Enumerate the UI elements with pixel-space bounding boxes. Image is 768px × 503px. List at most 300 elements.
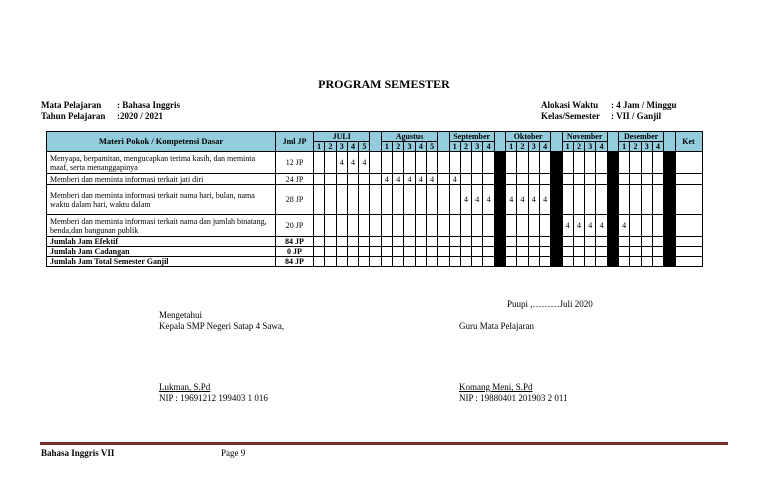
week-header: 3 [585, 142, 596, 152]
separator-cell [438, 257, 449, 267]
week-cell [573, 247, 584, 257]
week-cell [585, 247, 596, 257]
week-cell [483, 152, 494, 174]
week-cell [562, 237, 573, 247]
meta-label: Tahun Pelajaran [41, 111, 106, 121]
separator-cell [494, 174, 505, 185]
week-cell [393, 237, 404, 247]
week-cell [404, 185, 415, 215]
week-header: 4 [652, 142, 663, 152]
week-cell [652, 247, 663, 257]
week-cell [619, 152, 630, 174]
header-ket: Ket [675, 132, 702, 152]
separator-cell [370, 185, 381, 215]
separator-cell [664, 257, 675, 267]
footer-page: Page 9 [221, 448, 246, 458]
separator-cell [494, 257, 505, 267]
week-cell [641, 185, 652, 215]
separator-cell [664, 174, 675, 185]
week-cell: 4 [562, 215, 573, 237]
week-cell [359, 215, 370, 237]
separator-cell [370, 152, 381, 174]
week-cell [381, 185, 392, 215]
separator-cell [607, 185, 618, 215]
left-name: Lukman, S.Pd [159, 382, 211, 392]
week-cell [483, 215, 494, 237]
week-cell [449, 152, 460, 174]
week-cell: 4 [506, 185, 517, 215]
week-header: 2 [460, 142, 471, 152]
week-cell [596, 174, 607, 185]
week-header: 1 [314, 142, 325, 152]
week-cell [415, 215, 426, 237]
week-cell [619, 185, 630, 215]
week-cell [506, 215, 517, 237]
week-cell [381, 257, 392, 267]
week-cell [325, 237, 336, 247]
week-cell [359, 257, 370, 267]
week-cell [347, 174, 358, 185]
row-materi: Memberi dan meminta informasi terkait nama hari, bulan, nama waktu dalam hari, waktu dalam [47, 185, 276, 215]
week-cell [573, 237, 584, 247]
week-cell [415, 237, 426, 247]
meta-value: : 4 Jam / Minggu [611, 100, 677, 110]
week-cell [336, 174, 347, 185]
week-cell: 4 [336, 152, 347, 174]
week-cell [472, 215, 483, 237]
week-cell [449, 247, 460, 257]
separator-cell [438, 152, 449, 174]
meta-label: Mata Pelajaran [41, 100, 102, 110]
separator-cell [370, 237, 381, 247]
week-cell [483, 257, 494, 267]
week-cell [539, 215, 550, 237]
month-separator [607, 132, 618, 152]
week-header: 5 [359, 142, 370, 152]
row-materi: Menyapa, berpamitan, mengucapkan terima kasih, dan meminta maaf, serta menanggapinya [47, 152, 276, 174]
week-cell [562, 257, 573, 267]
week-cell [641, 152, 652, 174]
summary-row [47, 237, 703, 247]
left-acknowledge: Mengetahui [159, 310, 202, 320]
table-row [47, 215, 703, 237]
week-cell [426, 247, 437, 257]
right-signee [459, 382, 568, 404]
week-cell [539, 257, 550, 267]
separator-cell [664, 215, 675, 237]
separator-cell [551, 152, 562, 174]
week-cell [393, 215, 404, 237]
header-materi: Materi Pokok / Kompetensi Dasar [47, 132, 276, 152]
week-cell [426, 152, 437, 174]
week-cell [528, 257, 539, 267]
week-cell [381, 152, 392, 174]
week-header: 2 [573, 142, 584, 152]
week-cell: 4 [347, 152, 358, 174]
month-separator [551, 132, 562, 152]
week-cell [347, 257, 358, 267]
week-cell [573, 257, 584, 267]
week-cell [539, 152, 550, 174]
week-cell [652, 237, 663, 247]
week-cell [393, 247, 404, 257]
week-header: 2 [630, 142, 641, 152]
week-cell: 4 [539, 185, 550, 215]
week-cell [562, 174, 573, 185]
week-cell: 4 [472, 185, 483, 215]
week-header: 1 [381, 142, 392, 152]
week-cell [325, 247, 336, 257]
week-cell [517, 247, 528, 257]
week-cell [460, 237, 471, 247]
month-separator [438, 132, 449, 152]
week-header: 4 [596, 142, 607, 152]
summary-jp: 84 JP [276, 257, 314, 267]
week-cell [517, 257, 528, 267]
week-cell [404, 215, 415, 237]
separator-cell [664, 247, 675, 257]
summary-label: Jumlah Jam Cadangan [47, 247, 276, 257]
week-cell [573, 185, 584, 215]
week-cell [359, 174, 370, 185]
week-header: 3 [336, 142, 347, 152]
week-cell [630, 215, 641, 237]
week-header: 3 [404, 142, 415, 152]
summary-label: Jumlah Jam Efektif [47, 237, 276, 247]
week-cell [573, 174, 584, 185]
week-cell [483, 237, 494, 247]
separator-cell [664, 185, 675, 215]
week-header: 5 [426, 142, 437, 152]
week-cell [314, 185, 325, 215]
week-cell [619, 237, 630, 247]
week-cell [359, 237, 370, 247]
week-cell [562, 247, 573, 257]
week-header: 4 [483, 142, 494, 152]
week-cell [506, 247, 517, 257]
week-cell [460, 152, 471, 174]
week-cell [652, 152, 663, 174]
week-cell [404, 257, 415, 267]
week-cell [528, 237, 539, 247]
week-cell [483, 247, 494, 257]
summary-label: Jumlah Jam Total Semester Ganjil [47, 257, 276, 267]
separator-cell [438, 185, 449, 215]
week-cell [325, 152, 336, 174]
page-title: PROGRAM SEMESTER [318, 77, 450, 91]
week-cell [359, 185, 370, 215]
left-signee [159, 382, 268, 404]
week-cell [641, 247, 652, 257]
summary-row [47, 257, 703, 267]
week-cell [404, 247, 415, 257]
week-cell [336, 237, 347, 247]
week-cell [393, 152, 404, 174]
separator-cell [370, 247, 381, 257]
week-cell [619, 174, 630, 185]
week-cell [596, 247, 607, 257]
week-cell [641, 174, 652, 185]
meta-left [41, 100, 180, 122]
month-header: Agustus [381, 132, 437, 142]
week-cell [415, 152, 426, 174]
separator-cell [370, 174, 381, 185]
week-cell: 4 [404, 174, 415, 185]
month-separator [494, 132, 505, 152]
footer-rule [40, 442, 728, 445]
separator-cell [494, 247, 505, 257]
week-cell [314, 152, 325, 174]
week-cell [460, 257, 471, 267]
separator-cell [607, 152, 618, 174]
week-header: 3 [641, 142, 652, 152]
table-row [47, 152, 703, 174]
week-cell [472, 152, 483, 174]
week-cell [630, 174, 641, 185]
week-cell: 4 [460, 185, 471, 215]
week-cell [460, 247, 471, 257]
week-cell [652, 215, 663, 237]
week-cell [619, 247, 630, 257]
week-cell [381, 215, 392, 237]
week-cell [314, 215, 325, 237]
separator-cell [438, 215, 449, 237]
meta-value: : Bahasa Inggris [117, 100, 181, 110]
separator-cell [664, 237, 675, 247]
header-jml-jp: Jml JP [276, 132, 314, 152]
week-cell [426, 257, 437, 267]
meta-value: :2020 / 2021 [117, 111, 163, 121]
week-cell: 4 [381, 174, 392, 185]
week-cell [517, 215, 528, 237]
separator-cell [494, 185, 505, 215]
row-materi: Memberi dan meminta informasi terkait jati diri [47, 174, 276, 185]
week-cell [404, 237, 415, 247]
meta-label: Kelas/Semester [541, 111, 600, 121]
row-jp: 24 JP [276, 174, 314, 185]
week-cell [506, 257, 517, 267]
week-cell [472, 174, 483, 185]
week-cell [641, 215, 652, 237]
ket-cell [675, 185, 702, 215]
month-header: Desember [619, 132, 664, 142]
ket-cell [675, 247, 702, 257]
week-cell [652, 257, 663, 267]
week-cell [652, 174, 663, 185]
week-cell [336, 257, 347, 267]
week-cell [347, 237, 358, 247]
week-cell [449, 237, 460, 247]
week-header: 4 [539, 142, 550, 152]
week-cell: 4 [517, 185, 528, 215]
week-cell [630, 152, 641, 174]
ket-cell [675, 174, 702, 185]
week-header: 2 [325, 142, 336, 152]
meta-right [541, 100, 677, 122]
week-cell [359, 247, 370, 257]
ket-cell [675, 257, 702, 267]
week-cell [336, 247, 347, 257]
separator-cell [370, 257, 381, 267]
separator-cell [607, 215, 618, 237]
week-header: 1 [449, 142, 460, 152]
separator-cell [551, 174, 562, 185]
week-cell: 4 [573, 215, 584, 237]
week-cell: 4 [619, 215, 630, 237]
week-cell [652, 185, 663, 215]
week-cell [517, 174, 528, 185]
separator-cell [607, 237, 618, 247]
week-cell [528, 215, 539, 237]
week-cell [630, 237, 641, 247]
week-cell [585, 174, 596, 185]
week-cell: 4 [359, 152, 370, 174]
week-cell [449, 185, 460, 215]
summary-jp: 84 JP [276, 237, 314, 247]
month-header: JULI [314, 132, 370, 142]
week-cell [630, 185, 641, 215]
separator-cell [551, 237, 562, 247]
left-signature [159, 310, 284, 332]
table-row [47, 174, 703, 185]
separator-cell [607, 174, 618, 185]
week-cell [641, 237, 652, 247]
separator-cell [551, 215, 562, 237]
week-cell [506, 174, 517, 185]
week-cell: 4 [415, 174, 426, 185]
meta-value: : VII / Ganjil [611, 111, 662, 121]
week-cell [483, 174, 494, 185]
week-cell [347, 215, 358, 237]
left-nip: NIP : 19691212 199403 1 016 [159, 393, 268, 403]
week-header: 1 [562, 142, 573, 152]
week-cell [314, 257, 325, 267]
separator-cell [370, 215, 381, 237]
month-header: Oktober [506, 132, 551, 142]
week-cell [415, 247, 426, 257]
month-header: September [449, 132, 494, 142]
week-cell [562, 152, 573, 174]
week-header: 3 [472, 142, 483, 152]
month-separator [664, 132, 675, 152]
week-cell [517, 152, 528, 174]
week-header: 2 [393, 142, 404, 152]
week-cell [539, 174, 550, 185]
month-header: November [562, 132, 607, 142]
week-cell [641, 257, 652, 267]
place-date: Puupi ,………Juli 2020 [507, 299, 593, 309]
row-jp: 20 JP [276, 215, 314, 237]
week-cell [517, 237, 528, 247]
week-cell [415, 257, 426, 267]
separator-cell [664, 152, 675, 174]
week-cell [528, 152, 539, 174]
row-jp: 28 JP [276, 185, 314, 215]
week-cell [347, 185, 358, 215]
separator-cell [494, 152, 505, 174]
left-position: Kepala SMP Negeri Satap 4 Sawa, [159, 321, 285, 331]
separator-cell [607, 247, 618, 257]
week-cell [472, 257, 483, 267]
week-cell [314, 174, 325, 185]
week-cell [460, 215, 471, 237]
separator-cell [438, 237, 449, 247]
week-cell [325, 257, 336, 267]
week-cell [381, 237, 392, 247]
separator-cell [494, 237, 505, 247]
week-cell [314, 247, 325, 257]
separator-cell [438, 174, 449, 185]
week-header: 4 [415, 142, 426, 152]
table-row [47, 185, 703, 215]
row-jp: 12 JP [276, 152, 314, 174]
week-cell [472, 247, 483, 257]
separator-cell [607, 257, 618, 267]
week-header: 2 [517, 142, 528, 152]
month-separator [370, 132, 381, 152]
program-table [46, 131, 703, 267]
week-cell: 4 [483, 185, 494, 215]
week-cell [585, 185, 596, 215]
week-cell [325, 185, 336, 215]
week-cell: 4 [393, 174, 404, 185]
separator-cell [551, 185, 562, 215]
row-materi: Memberi dan meminta informasi terkait nama dan jumlah binatang, benda,dan bangunan publik [47, 215, 276, 237]
week-cell [506, 237, 517, 247]
week-cell [381, 247, 392, 257]
meta-label: Alokasi Waktu [541, 100, 599, 110]
week-cell [506, 152, 517, 174]
week-cell [585, 237, 596, 247]
week-cell: 4 [585, 215, 596, 237]
week-cell [539, 237, 550, 247]
week-cell: 4 [426, 174, 437, 185]
week-header: 4 [347, 142, 358, 152]
right-position: Guru Mata Pelajaran [459, 321, 534, 331]
week-cell [460, 174, 471, 185]
week-cell: 4 [449, 174, 460, 185]
week-cell: 4 [596, 215, 607, 237]
separator-cell [494, 215, 505, 237]
right-nip: NIP : 19880401 201903 2 011 [459, 393, 568, 403]
week-cell [449, 257, 460, 267]
week-cell [325, 215, 336, 237]
week-cell [426, 237, 437, 247]
summary-jp: 0 JP [276, 247, 314, 257]
week-cell [528, 247, 539, 257]
week-cell [426, 215, 437, 237]
week-header: 3 [528, 142, 539, 152]
week-cell [314, 237, 325, 247]
week-cell [528, 174, 539, 185]
week-cell [325, 174, 336, 185]
week-cell [596, 237, 607, 247]
week-cell [449, 215, 460, 237]
week-cell [562, 185, 573, 215]
week-cell: 4 [528, 185, 539, 215]
week-cell [630, 257, 641, 267]
separator-cell [551, 257, 562, 267]
week-cell [404, 152, 415, 174]
ket-cell [675, 237, 702, 247]
separator-cell [551, 247, 562, 257]
week-cell [585, 152, 596, 174]
summary-row [47, 247, 703, 257]
week-header: 1 [619, 142, 630, 152]
footer-subject: Bahasa Inggris VII [41, 448, 115, 458]
week-cell [539, 247, 550, 257]
week-cell [596, 185, 607, 215]
